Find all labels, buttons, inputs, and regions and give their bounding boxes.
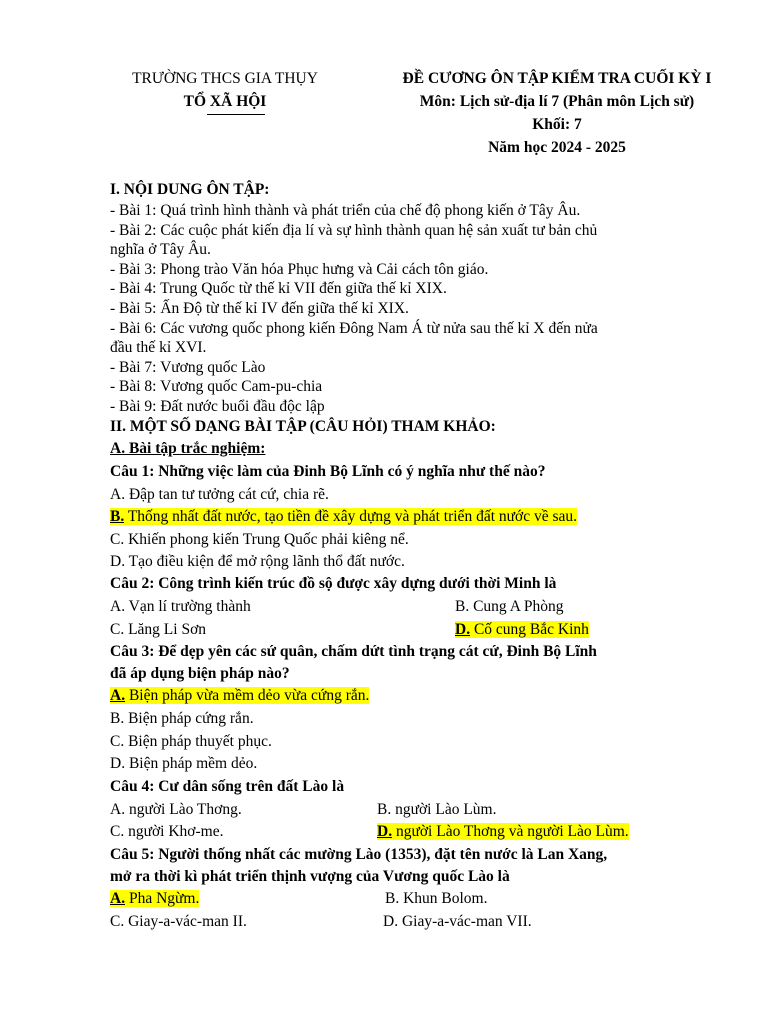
q2-answer-text: Cố cung Bắc Kinh bbox=[470, 621, 589, 638]
q5-option-a bbox=[110, 890, 199, 908]
lesson-line: - Bài 4: Trung Quốc từ thế kỉ VII đến giữa thế kỉ XIX. bbox=[110, 280, 447, 297]
q1-option-d: D. Tạo điều kiện để mở rộng lãnh thổ đất nước. bbox=[110, 553, 405, 570]
q3-option-b: B. Biện pháp cứng rắn. bbox=[110, 710, 254, 727]
section2-heading: II. MỘT SỐ DẠNG BÀI TẬP (CÂU HỎI) THAM KHẢO: bbox=[110, 418, 496, 435]
q5-option-c: C. Giay-a-vác-man II. bbox=[110, 913, 247, 930]
q5-answer-letter: A. bbox=[110, 890, 126, 907]
department-underline bbox=[207, 114, 265, 115]
section2-subheading: A. Bài tập trắc nghiệm: bbox=[110, 440, 266, 457]
question-5-line1: Câu 5: Người thống nhất các mường Lào (1353), đặt tên nước là Lan Xang, bbox=[110, 846, 608, 863]
q1-option-c: C. Khiến phong kiến Trung Quốc phải kiêng nể. bbox=[110, 531, 409, 548]
lesson-line: đầu thế kỉ XVI. bbox=[110, 339, 207, 356]
lesson-line: - Bài 8: Vương quốc Cam-pu-chia bbox=[110, 378, 323, 395]
question-3-line2: đã áp dụng biện pháp nào? bbox=[110, 665, 290, 682]
lesson-line: - Bài 3: Phong trào Văn hóa Phục hưng và Cải cách tôn giáo. bbox=[110, 261, 489, 278]
q3-answer-text: Biện pháp vừa mềm dẻo vừa cứng rắn. bbox=[125, 687, 370, 704]
q4-answer-text: người Lào Thơng và người Lào Lùm. bbox=[392, 823, 629, 840]
section1-heading: I. NỘI DUNG ÔN TẬP: bbox=[110, 181, 270, 198]
subject-line: Môn: Lịch sử-địa lí 7 (Phân môn Lịch sử) bbox=[419, 93, 695, 110]
q2-option-d bbox=[455, 621, 589, 639]
q1-answer-text: Thống nhất đất nước, tạo tiền đề xây dựng và phát triển đất nước về sau. bbox=[124, 508, 578, 525]
q5-option-b: B. Khun Bolom. bbox=[385, 890, 488, 907]
q2-answer-letter: D. bbox=[455, 621, 471, 638]
lesson-line: - Bài 1: Quá trình hình thành và phát triển của chế độ phong kiến ở Tây Âu. bbox=[110, 202, 581, 219]
department-name: TỔ XÃ HỘI bbox=[183, 93, 267, 110]
q1-answer-letter: B. bbox=[110, 508, 125, 525]
q2-option-b: B. Cung A Phòng bbox=[455, 598, 564, 615]
document-title: ĐỀ CƯƠNG ÔN TẬP KIỂM TRA CUỐI KỲ I bbox=[402, 70, 712, 87]
q3-option-d: D. Biện pháp mềm dẻo. bbox=[110, 755, 258, 772]
q2-option-a: A. Vạn lí trường thành bbox=[110, 598, 251, 615]
q5-option-d: D. Giay-a-vác-man VII. bbox=[383, 913, 532, 930]
question-2: Câu 2: Công trình kiến trúc đồ sộ được xây dựng dưới thời Minh là bbox=[110, 575, 557, 592]
q4-option-a: A. người Lào Thơng. bbox=[110, 801, 242, 818]
grade-line: Khối: 7 bbox=[532, 116, 582, 133]
school-year: Năm học 2024 - 2025 bbox=[488, 139, 626, 156]
q4-option-b: B. người Lào Lùm. bbox=[377, 801, 497, 818]
q5-answer-text: Pha Ngừm. bbox=[125, 890, 200, 907]
lesson-line: - Bài 7: Vương quốc Lào bbox=[110, 359, 266, 376]
q1-option-b bbox=[110, 508, 577, 526]
question-3-line1: Câu 3: Để dẹp yên các sứ quân, chấm dứt tình trạng cát cứ, Đinh Bộ Lĩnh bbox=[110, 643, 597, 660]
lesson-line: - Bài 2: Các cuộc phát kiến địa lí và sự hình thành quan hệ sản xuất tư bản chủ bbox=[110, 222, 598, 239]
q3-option-c: C. Biện pháp thuyết phục. bbox=[110, 733, 272, 750]
lesson-line: - Bài 9: Đất nước buổi đầu độc lập bbox=[110, 398, 325, 415]
question-1: Câu 1: Những việc làm của Đinh Bộ Lĩnh có ý nghĩa như thế nào? bbox=[110, 463, 546, 480]
q3-option-a bbox=[110, 687, 369, 705]
lesson-line: nghĩa ở Tây Âu. bbox=[110, 241, 211, 258]
q4-option-d bbox=[377, 823, 629, 841]
lesson-line: - Bài 6: Các vương quốc phong kiến Đông Nam Á từ nửa sau thế kỉ X đến nửa bbox=[110, 320, 598, 337]
q4-option-c: C. người Khơ-me. bbox=[110, 823, 224, 840]
school-name: TRƯỜNG THCS GIA THỤY bbox=[132, 70, 318, 87]
lesson-line: - Bài 5: Ấn Độ từ thế kỉ IV đến giữa thế kỉ XIX. bbox=[110, 300, 409, 317]
q3-answer-letter: A. bbox=[110, 687, 126, 704]
question-5-line2: mở ra thời kì phát triển thịnh vượng của Vương quốc Lào là bbox=[110, 868, 510, 885]
question-4: Câu 4: Cư dân sống trên đất Lào là bbox=[110, 778, 345, 795]
q4-answer-letter: D. bbox=[377, 823, 393, 840]
q1-option-a: A. Đập tan tư tưởng cát cứ, chia rẽ. bbox=[110, 486, 329, 503]
q2-option-c: C. Lăng Li Sơn bbox=[110, 621, 207, 638]
